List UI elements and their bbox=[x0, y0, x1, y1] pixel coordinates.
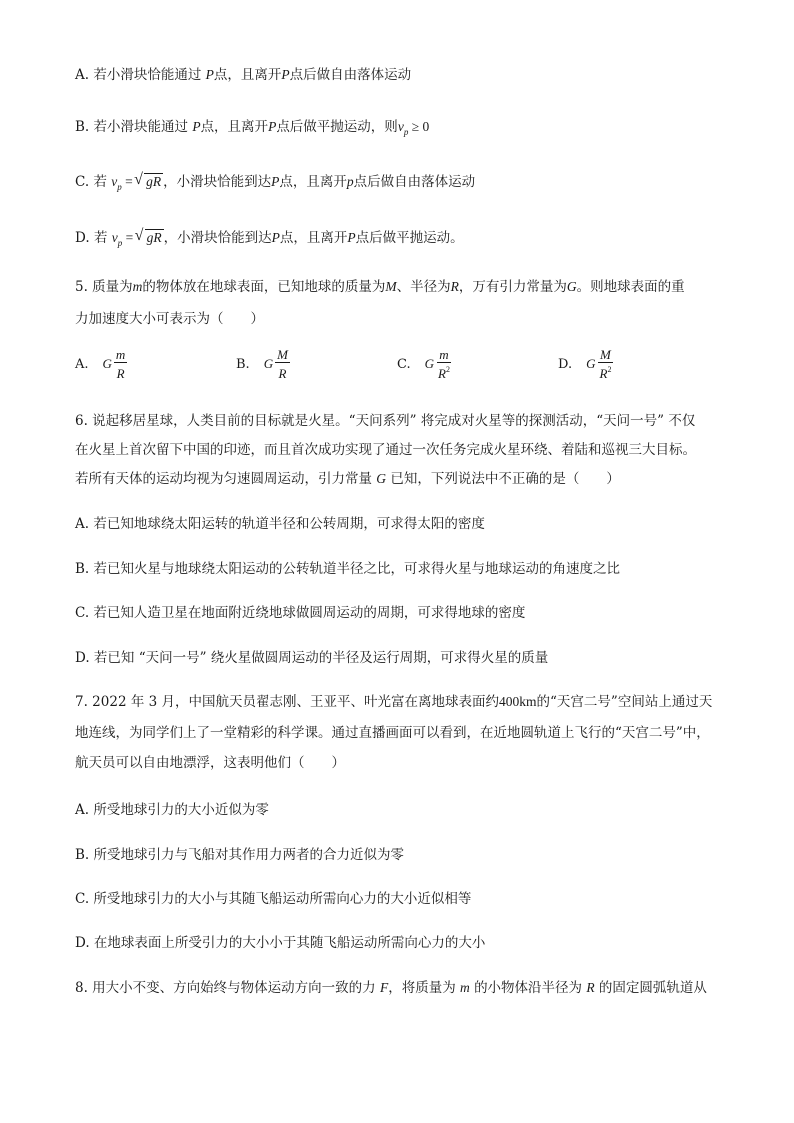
q8-stem-line1: 8. 用大小不变、方向始终与物体运动方向一致的力 F，将质量为 m 的小物体沿半径为 R 的固定圆弧轨道从 bbox=[75, 980, 707, 996]
q7-option-d: D. 在地球表面上所受引力的大小小于其随飞船运动所需向心力的大小 bbox=[75, 935, 486, 951]
q7-stem-line3: 航天员可以自由地漂浮，这表明他们（ ） bbox=[75, 755, 345, 771]
q5-option-d: D. G $\frac{M}{R^2}$ bbox=[558, 347, 612, 381]
q5-option-b: B. G $\frac{M}{R}$ bbox=[236, 347, 288, 381]
sqrt-gR: √ gR bbox=[136, 173, 163, 191]
q5-option-c: C. G $\frac{m}{R^2}$ bbox=[397, 347, 450, 381]
q7-stem-line1: 7. 2022 年 3 月，中国航天员翟志刚、王亚平、叶光富在离地球表面约400km的“天宫二号”空间站上通过天 bbox=[75, 694, 713, 710]
q6-option-d: D. 若已知 “天问一号” 绕火星做圆周运动的半径及运行周期，可求得火星的质量 bbox=[75, 650, 549, 666]
q7-option-c: C. 所受地球引力的大小与其随飞船运动所需向心力的大小近似相等 bbox=[75, 891, 472, 907]
fraction: $\frac{m}{R}$ bbox=[115, 347, 126, 381]
q6-option-b: B. 若已知火星与地球绕太阳运动的公转轨道半径之比，可求得火星与地球运动的角速度之比 bbox=[75, 561, 621, 577]
q4-option-d: D. 若 $v_p$ = √ gR ，小滑块恰能到达P点，且离开P点后做平抛运动。 bbox=[75, 229, 464, 252]
q6-stem-line1: 6. 说起移居星球，人类目前的目标就是火星。“天问系列” 将完成对火星等的探测活动，“天问一号” 不仅 bbox=[75, 413, 696, 429]
q5-stem-line1: 5. 质量为m的物体放在地球表面，已知地球的质量为M、半径为R，万有引力常量为G。则地球表面的重 bbox=[75, 279, 685, 295]
q7-stem-line2: 地连线，为同学们上了一堂精彩的科学课。通过直播画面可以看到，在近地圆轨道上飞行的“天宫二号”中， bbox=[75, 725, 710, 741]
q5-option-a: A. G $\frac{m}{R}$ bbox=[75, 347, 126, 381]
q5-stem-line2: 力加速度大小可表示为（ ） bbox=[75, 311, 264, 327]
fraction: $\frac{m}{R^2}$ bbox=[438, 347, 450, 381]
q6-option-c: C. 若已知人造卫星在地面附近绕地球做圆周运动的周期，可求得地球的密度 bbox=[75, 605, 526, 621]
q6-stem-line2: 在火星上首次留下中国的印迹，而且首次成功实现了通过一次任务完成火星环绕、着陆和巡视三大目标。 bbox=[75, 442, 696, 458]
q7-option-b: B. 所受地球引力与飞船对其作用力两者的合力近似为零 bbox=[75, 847, 405, 863]
q4-option-b: B. 若小滑块能通过 P点，且离开P点后做平抛运动，则$v_p \ge 0$ bbox=[75, 119, 430, 137]
q6-option-a: A. 若已知地球绕太阳运转的轨道半径和公转周期，可求得太阳的密度 bbox=[75, 516, 485, 532]
fraction: $\frac{M}{R^2}$ bbox=[599, 347, 612, 381]
q6-stem-line3: 若所有天体的运动均视为匀速圆周运动，引力常量 G 已知，下列说法中不正确的是（ ） bbox=[75, 471, 620, 487]
q7-option-a: A. 所受地球引力的大小近似为零 bbox=[75, 802, 269, 818]
sqrt-gR: √ gR bbox=[137, 229, 164, 247]
q4-option-a: A. 若小滑块恰能通过 P点，且离开P点后做自由落体运动 bbox=[75, 67, 412, 83]
q4-option-c: C. 若 $v_p$ = √ gR ，小滑块恰能到达P点，且离开p点后做自由落体运动 bbox=[75, 173, 475, 196]
fraction: $\frac{M}{R}$ bbox=[277, 347, 288, 381]
